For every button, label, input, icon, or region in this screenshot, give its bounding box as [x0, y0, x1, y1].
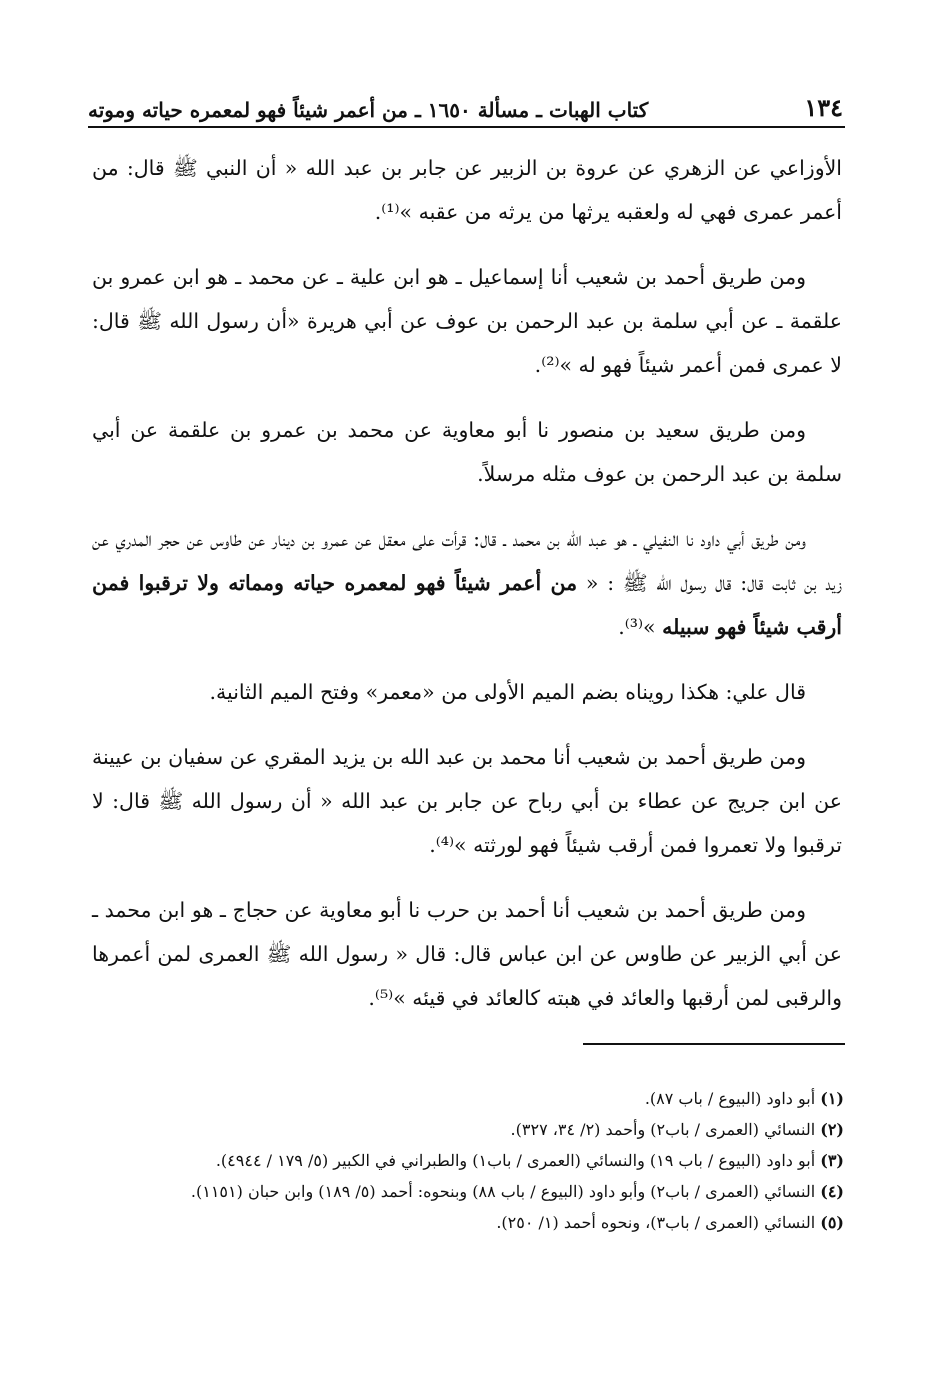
footnote-1 — [92, 1083, 844, 1114]
main-text — [92, 146, 842, 1041]
footnote-number: (٣) — [820, 1151, 844, 1170]
paragraph-4-end: »⁽³⁾. — [618, 615, 663, 639]
footnote-number: (٢) — [820, 1120, 844, 1139]
footnote-text: النسائي (العمرى / باب٣)، ونحوه أحمد (١/ ٢٥٠). — [496, 1213, 816, 1232]
paragraph-3: ومن طريق سعيد بن منصور نا أبو معاوية عن محمد بن عمرو بن علقمة عن أبي سلمة بن عبد الرحمن بن عوف مثله مرسلاً. — [92, 418, 842, 486]
page-header — [88, 78, 843, 122]
paragraph-4 — [92, 517, 842, 649]
paragraph-7: ومن طريق أحمد بن شعيب أنا أحمد بن حرب نا أبو معاوية عن حجاج ـ هو ابن محمد ـ عن أبي الزبير عن طاوس عن ابن عباس قال: قال « رسول الله ﷺ العمرى لمن أعمرها والرقبى لمن أرقبها والعائد في هبته كالعائد في قيئه »⁽⁵⁾. — [92, 898, 842, 1010]
footnote-number: (٥) — [820, 1213, 844, 1232]
footnote-text: أبو داود (البيوع / باب ٨٧). — [644, 1089, 816, 1108]
footnote-4 — [92, 1176, 844, 1207]
paragraph-2: ومن طريق أحمد بن شعيب أنا إسماعيل ـ هو ابن علية ـ عن محمد ـ هو ابن عمرو بن علقمة ـ عن أبي سلمة بن عبد الرحمن بن عوف عن أبي هريرة «أن رسول الله ﷺ قال: لا عمرى فمن أعمر شيئاً فهو له »⁽²⁾. — [92, 265, 842, 377]
footnote-text: أبو داود (البيوع / باب ١٩) والنسائي (العمرى / باب١) والطبراني في الكبير (٥/ ١٧٩ / ٤٩٤٤). — [215, 1151, 816, 1170]
footnote-text: النسائي (العمرى / باب٢) وأحمد (٢/ ٣٤، ٣٢٧). — [510, 1120, 816, 1139]
header-divider — [88, 126, 845, 128]
page-number: ١٣٤ — [804, 93, 843, 122]
running-title: كتاب الهبات ـ مسألة ١٦٥٠ ـ من أعمر شيئاً فهو لمعمره حياته وموته — [88, 98, 649, 122]
footnote-5 — [92, 1207, 844, 1238]
footnote-number: (١) — [820, 1089, 844, 1108]
footnote-number: (٤) — [820, 1182, 844, 1201]
paragraph-5: قال علي: هكذا رويناه بضم الميم الأولى من «معمر» وفتح الميم الثانية. — [209, 680, 806, 704]
footnote-2 — [92, 1114, 844, 1145]
paragraph-6: ومن طريق أحمد بن شعيب أنا محمد بن عبد الله بن يزيد المقري عن سفيان بن عيينة عن ابن جريج عن عطاء بن أبي رباح عن جابر بن عبد الله « أن رسول الله ﷺ قال: لا ترقبوا ولا تعمروا فمن أرقب شيئاً فهو لورثته »⁽⁴⁾. — [92, 745, 842, 857]
paragraph-4-intro: ومن طريق أبي داود نا النفيلي ـ هو عبد الله بن محمد ـ قال: قرأت على معقل عن عمرو بن دينار عن طاوس عن حجر المدري عن زيد بن ثابت قال: قال رسول الله ﷺ : « — [92, 527, 842, 595]
footnotes — [92, 1083, 844, 1238]
footnote-divider — [583, 1043, 845, 1045]
footnote-text: النسائي (العمرى / باب٢) وأبو داود (البيوع / باب ٨٨) وبنحوه: أحمد (٥/ ١٨٩) وابن حبان (١١٥١). — [190, 1182, 816, 1201]
paragraph-4-hadith: من أعمر شيئاً فهو لمعمره حياته ومماته ولا ترقبوا فمن أرقب شيئاً فهو سبيله — [92, 571, 842, 639]
paragraph-1: الأوزاعي عن الزهري عن عروة بن الزبير عن جابر بن عبد الله « أن النبي ﷺ قال: من أعمر عمرى فهي له ولعقبه يرثها من يرثه من عقبه »⁽¹⁾. — [92, 156, 842, 224]
footnote-3 — [92, 1145, 844, 1176]
